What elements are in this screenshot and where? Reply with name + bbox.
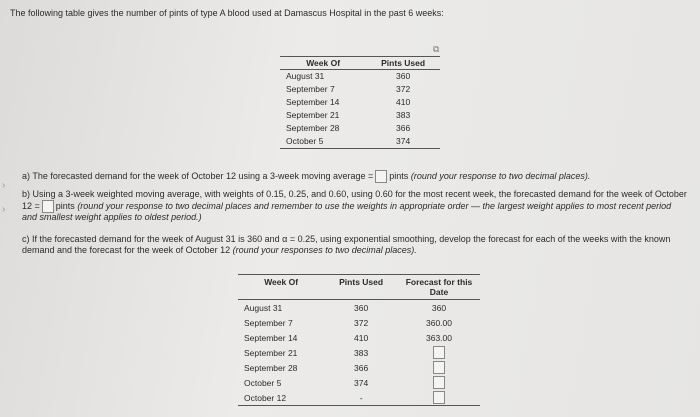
chevron-right-icon: › [2,180,6,191]
week-cell: October 5 [244,377,282,388]
forecast-cell [398,390,480,406]
part-c-text: c) If the forecasted demand for the week of August 31 is 360 and α = 0.25, using exponential smoothing, develop the forecast for each of the weeks with the known [22,234,671,244]
pints-cell: 374 [354,377,369,388]
forecast-input[interactable] [433,346,445,359]
table-row [280,109,440,122]
week-cell: September 28 [244,362,298,373]
pints-cell: 366 [396,123,411,133]
table-row [280,70,440,84]
header-pints: Pints Used [366,57,440,70]
part-b-text: b) Using a 3-week weighted moving average, with weights of 0.15, 0.25, and 0.60, using 0.60 for the most recent week, the forecasted demand for the week of October [22,189,687,199]
part-b-line2: 12 = pints (round your response to two decimal places and remember to use the weights in appropriate order — the largest weight applies to most recent period [22,200,671,213]
table-row [280,122,440,135]
week-cell: September 21 [286,110,340,120]
week-cell: September 7 [244,317,293,328]
pints-cell: 410 [396,97,411,107]
table-row [238,315,480,330]
pints-cell: 360 [354,302,369,313]
table-row [238,375,480,390]
week-cell: September 21 [244,347,298,358]
pints-cell: 366 [354,362,369,373]
forecast-input[interactable] [433,361,445,374]
table-row [280,135,440,149]
forecast-cell [398,375,480,390]
week-cell: September 14 [244,332,298,343]
part-b-note: and smallest weight applies to oldest period.) [22,212,202,222]
table-row [280,96,440,109]
table-row [280,83,440,96]
header-forecast: Forecast for this Date [398,275,480,300]
forecast-cell [398,345,480,360]
pints-cell: 410 [354,332,369,343]
week-cell: September 7 [286,84,335,94]
exponential-smoothing-table [238,274,480,406]
forecast-cell: 363.00 [426,332,452,343]
pints-cell: 372 [396,84,411,94]
forecast-cell [398,360,480,375]
blood-usage-table [280,56,440,149]
pints-cell: 372 [354,317,369,328]
week-cell: October 12 [238,390,324,406]
table-row [238,300,480,316]
pints-cell: - [324,390,398,406]
answer-a-input[interactable] [375,170,387,183]
chevron-right-icon: › [2,204,6,215]
forecast-input[interactable] [433,376,445,389]
pints-cell: 383 [354,347,369,358]
week-cell: August 31 [244,302,283,313]
week-cell: August 31 [286,71,325,81]
forecast-input[interactable] [433,391,445,404]
pints-cell: 383 [396,110,411,120]
intro-text: The following table gives the number of pints of type A blood used at Damascus Hospital in the past 6 weeks: [10,8,444,18]
pints-cell: 374 [366,135,440,149]
header-week: Week Of [238,275,324,300]
forecast-cell: 360.00 [426,317,452,328]
header-week: Week Of [280,57,366,70]
table-row [238,330,480,345]
week-cell: October 5 [280,135,366,149]
week-cell: September 28 [286,123,340,133]
forecast-cell: 360 [431,302,447,313]
pints-cell: 360 [396,71,411,81]
week-cell: September 14 [286,97,340,107]
table-row [238,345,480,360]
part-a: a) The forecasted demand for the week of October 12 using a 3-week moving average = pints (round your response to two decimal places). [22,170,590,183]
table-row [238,390,480,406]
part-c-line2: demand and the forecast for the week of October 12 (round your responses to two decimal places). [22,245,417,255]
table-row [238,360,480,375]
copy-icon[interactable]: ⧉ [433,44,440,54]
header-pints: Pints Used [324,275,398,300]
